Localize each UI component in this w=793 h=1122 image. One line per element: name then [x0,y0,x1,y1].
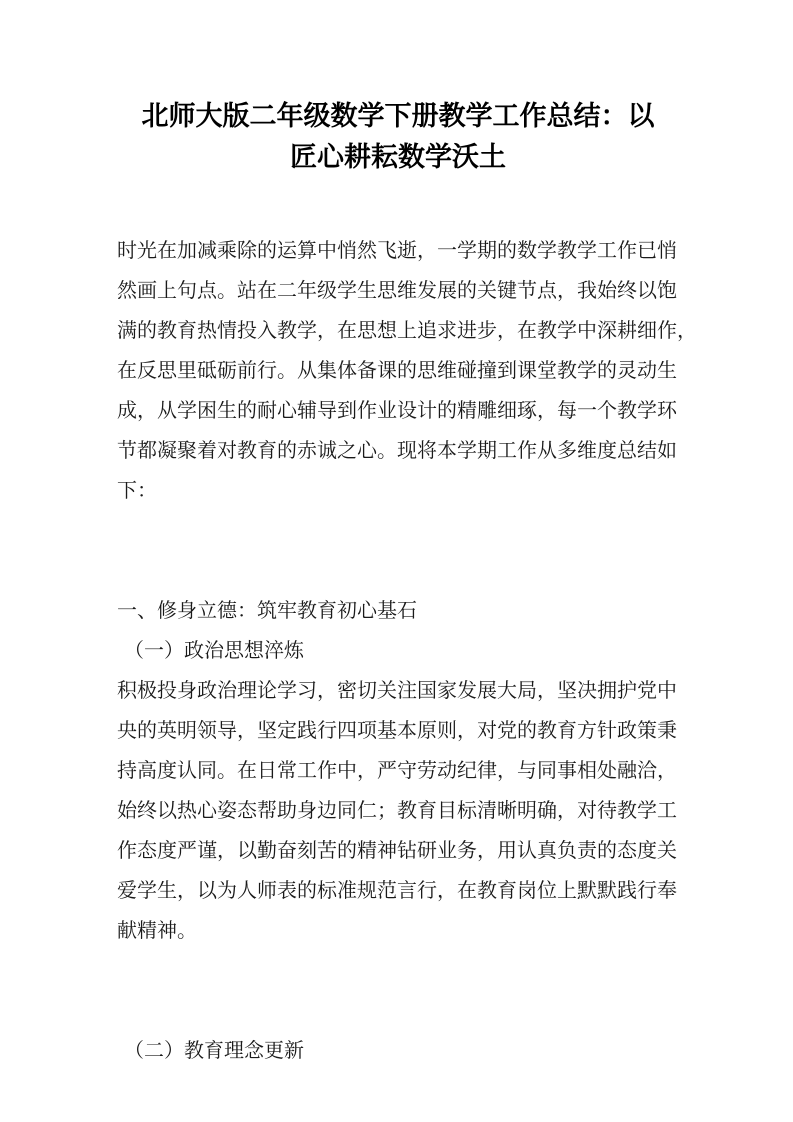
subsection-one-body-line: 爱学生，以为人师表的标准规范言行，在教育岗位上默默践行奉 [117,878,677,902]
subsection-one-body-line: 献精神。 [117,918,197,942]
subsection-one-body-line: 持高度认同。在日常工作中，严守劳动纪律，与同事相处融洽， [117,758,677,782]
intro-paragraph-line: 然画上句点。站在二年级学生思维发展的关键节点，我始终以饱 [117,278,677,302]
intro-paragraph [117,230,697,510]
subsection-one-body-line: 始终以热心姿态帮助身边同仁；教育目标清晰明确，对待教学工 [117,798,677,822]
intro-paragraph-line: 节都凝聚着对教育的赤诚之心。现将本学期工作从多维度总结如 [117,438,677,462]
page-title [117,0,679,178]
page-title-line-2: 匠心耕耘数学沃土 [290,142,506,173]
subsection-one-body-line: 积极投身政治理论学习，密切关注国家发展大局，坚决拥护党中 [117,678,677,702]
intro-paragraph-line: 满的教育热情投入教学，在思想上追求进步，在教学中深耕细作， [117,318,697,342]
intro-paragraph-line: 下： [117,478,157,502]
intro-paragraph-line: 在反思里砥砺前行。从集体备课的思维碰撞到课堂教学的灵动生 [117,358,677,382]
document-content-column [117,0,697,1070]
page-title-line-1: 北师大版二年级数学下册教学工作总结：以 [141,101,655,132]
subsection-one-body-line: 央的英明领导，坚定践行四项基本原则，对党的教育方针政策秉 [117,718,677,742]
intro-paragraph-line: 时光在加减乘除的运算中悄然飞逝，一学期的数学教学工作已悄 [117,238,677,262]
subsection-one-body [117,670,679,950]
intro-paragraph-line: 成，从学困生的耐心辅导到作业设计的精雕细琢，每一个教学环 [117,398,677,422]
subsection-one-body-line: 作态度严谨，以勤奋刻苦的精神钻研业务，用认真负责的态度关 [117,838,677,862]
subsection-heading-one: （一）政治思想淬炼 [124,638,304,662]
subsection-heading-two: （二）教育理念更新 [124,1038,304,1062]
section-heading-one: 一、修身立德：筑牢教育初心基石 [117,598,417,622]
